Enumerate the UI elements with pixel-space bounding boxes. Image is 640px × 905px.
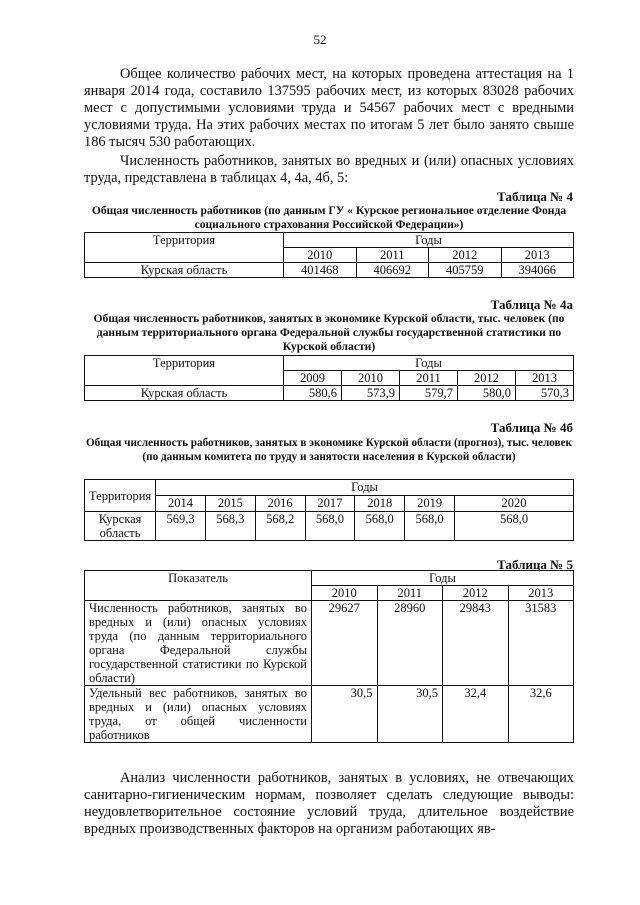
table5-cell: 31583 — [508, 601, 574, 686]
table5-cell: 30,5 — [377, 686, 443, 743]
table4a-cell: 580,0 — [458, 386, 516, 401]
table-row — [85, 601, 574, 686]
table4b-cell: 569,3 — [156, 512, 206, 541]
table4b-cell: 568,0 — [455, 512, 574, 541]
table4b-year: 2014 — [156, 496, 206, 512]
table4a-row-label: Курская область — [85, 386, 284, 401]
table4a — [84, 355, 574, 401]
table4b-header-territory: Территория — [85, 480, 156, 512]
table4a-year: 2013 — [516, 371, 574, 386]
table5-cell: 28960 — [377, 601, 443, 686]
table4b-year: 2019 — [405, 496, 455, 512]
table4a-label: Таблица № 4а — [490, 297, 573, 312]
table4b-cell: 568,0 — [305, 512, 355, 541]
table4a-year: 2009 — [284, 371, 342, 386]
table4b-cell: 568,3 — [205, 512, 255, 541]
table4a-cell: 570,3 — [516, 386, 574, 401]
table-row — [85, 512, 574, 541]
table4a-header-years: Годы — [284, 356, 574, 371]
table4-header-territory: Территория — [85, 233, 284, 263]
table4-year: 2012 — [429, 248, 502, 263]
page-number: 52 — [313, 32, 327, 47]
table5-header-indicator: Показатель — [85, 571, 312, 601]
table4a-year: 2010 — [342, 371, 400, 386]
table4a-cell: 580,6 — [284, 386, 342, 401]
table4-caption: Общая численность работников (по данным ГУ « Курское региональное отделение Фонда социального страхования Российской Федерации») — [91, 204, 567, 231]
table4-row-label: Курская область — [85, 263, 284, 278]
table4b-year: 2020 — [455, 496, 574, 512]
table5-cell: 29843 — [443, 601, 509, 686]
table4b — [84, 479, 574, 541]
table4a-header-territory: Территория — [85, 356, 284, 386]
intro-paragraph-1: Общее количество рабочих мест, на которых проведена аттестация на 1 января 2014 года, составило 137595 рабочих мест, из которых 83028 рабочих мест с допустимыми условиями труда и 54567 рабочих мест с вредными условиями труда. На этих рабочих местах по итогам 5 лет было занято свыше 186 тысяч 530 работающих. — [84, 66, 574, 150]
table5-label: Таблица № 5 — [497, 557, 573, 572]
table4-label: Таблица № 4 — [497, 189, 573, 204]
table5 — [84, 570, 574, 743]
table5-year: 2013 — [508, 586, 574, 601]
closing-paragraph: Анализ численности работников, занятых в условиях, не отвечающих санитарно-гигиеническим нормам, позволяет сделать следующие выводы: неудовлетворительное состояние условий труда, длительное воздействие вредных производственных факторов на организм работающих яв- — [84, 770, 574, 837]
table4-cell: 401468 — [284, 263, 357, 278]
table4 — [84, 232, 574, 278]
table4a-cell: 573,9 — [342, 386, 400, 401]
intro-paragraph-2: Численность работников, занятых во вредных и (или) опасных условиях труда, представлена в таблицах 4, 4а, 4б, 5: — [84, 153, 574, 186]
table4b-year: 2017 — [305, 496, 355, 512]
table4-year: 2013 — [501, 248, 574, 263]
table4a-year: 2012 — [458, 371, 516, 386]
table-row — [85, 386, 574, 401]
table-row — [85, 686, 574, 743]
table4-cell: 394066 — [501, 263, 574, 278]
table4b-cell: 568,0 — [355, 512, 405, 541]
table5-cell: 29627 — [312, 601, 378, 686]
table5-cell: 32,6 — [508, 686, 574, 743]
table4a-year: 2011 — [400, 371, 458, 386]
table4b-label: Таблица № 4б — [490, 420, 573, 435]
table4b-caption: Общая численность работников, занятых в экономике Курской области (прогноз), тыс. человек (по данным комитета по труду и занятости населения в Курской области) — [85, 437, 572, 463]
table4-cell: 405759 — [429, 263, 502, 278]
table4b-row-label: Курская область — [85, 512, 156, 541]
table4-year: 2010 — [284, 248, 357, 263]
table-row — [85, 263, 574, 278]
table5-cell: 30,5 — [312, 686, 378, 743]
table5-year: 2011 — [377, 586, 443, 601]
table4-year: 2011 — [356, 248, 429, 263]
table5-row-label: Численность работников, занятых во вредных и (или) опасных условиях труда (по данным территориального органа Федеральной службы государственной статистики по Курской области) — [85, 601, 312, 686]
table5-row-label: Удельный вес работников, занятых во вредных и (или) опасных условиях труда, от общей численности работников — [85, 686, 312, 743]
table4a-caption: Общая численность работников, занятых в экономике Курской области, тыс. человек (по данным территориального органа Федеральной службы государственной статистики по Курской области) — [93, 312, 565, 353]
table4b-year: 2016 — [255, 496, 305, 512]
table5-cell: 32,4 — [443, 686, 509, 743]
table5-year: 2010 — [312, 586, 378, 601]
table4-header-years: Годы — [284, 233, 574, 248]
table4b-cell: 568,2 — [255, 512, 305, 541]
table4b-year: 2015 — [205, 496, 255, 512]
table4b-header-years: Годы — [156, 480, 574, 496]
table4a-cell: 579,7 — [400, 386, 458, 401]
table5-year: 2012 — [443, 586, 509, 601]
table4-cell: 406692 — [356, 263, 429, 278]
table5-header-years: Годы — [312, 571, 574, 586]
table4b-cell: 568,0 — [405, 512, 455, 541]
table4b-year: 2018 — [355, 496, 405, 512]
